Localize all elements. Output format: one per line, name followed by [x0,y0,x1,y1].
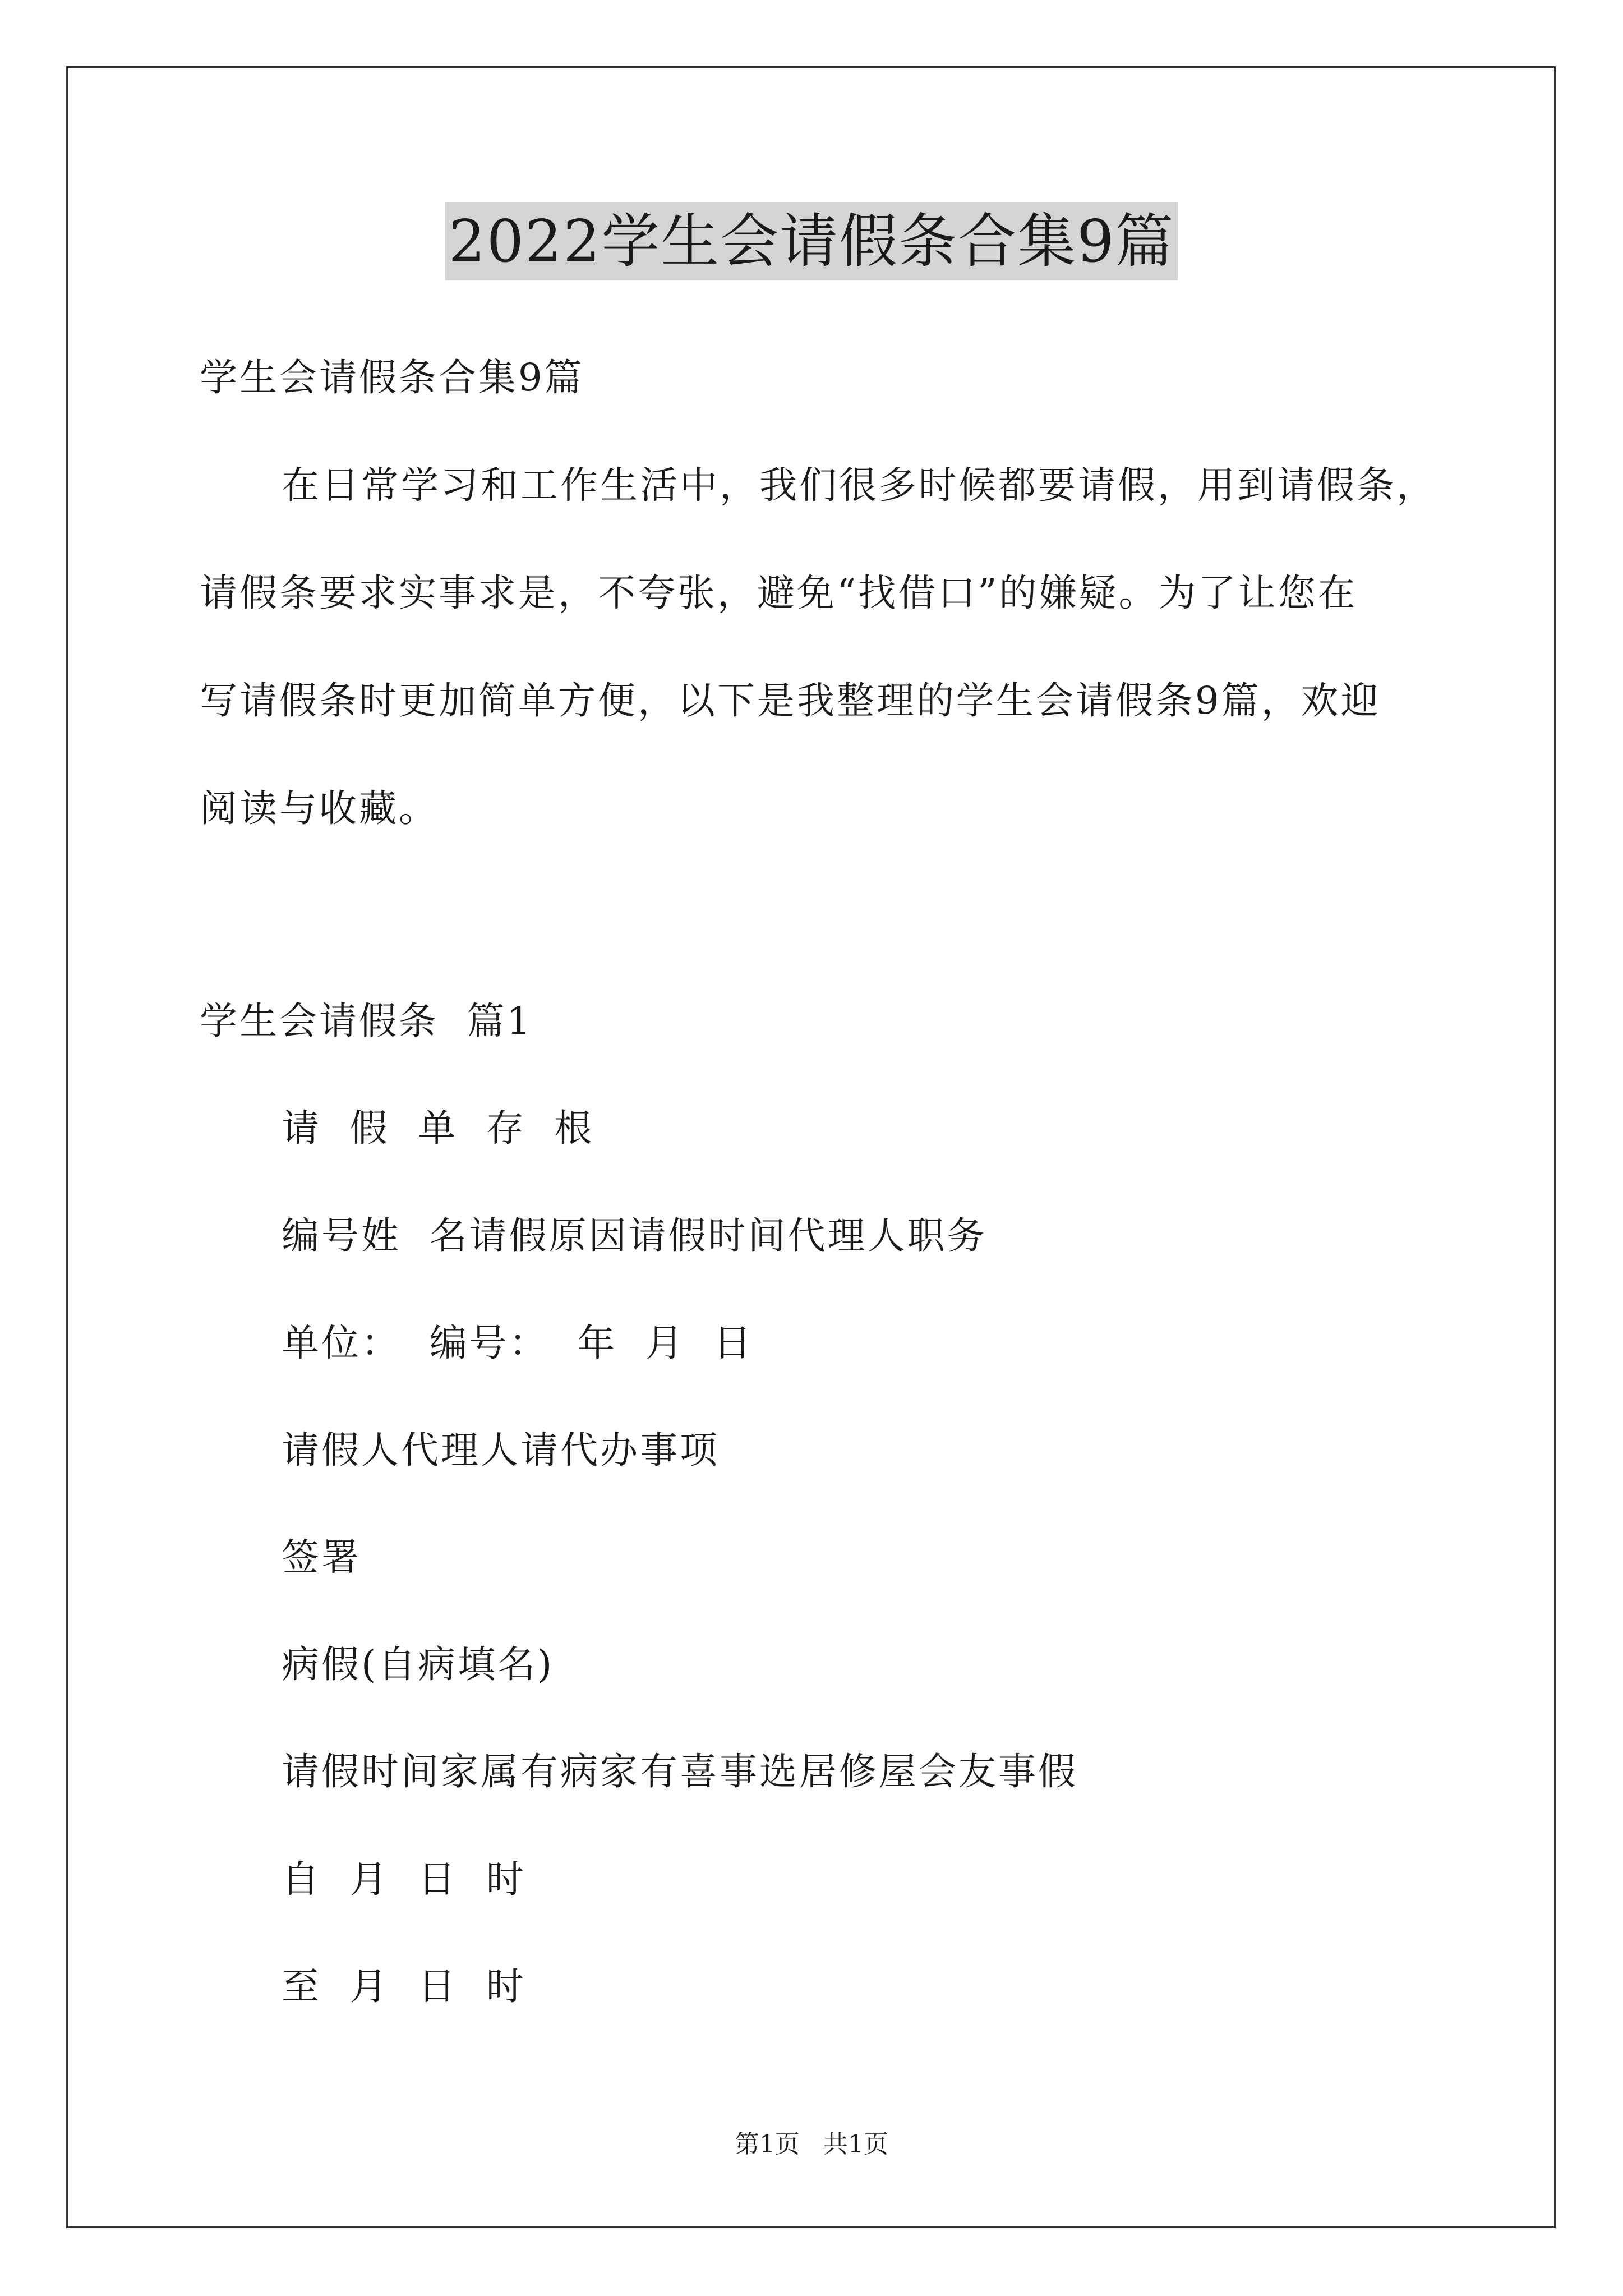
section-line: 请假人代理人请代办事项 [282,1428,720,1472]
section-line: 签署 [282,1535,361,1579]
section-line: 至 月 日 时 [282,1964,526,2008]
document-subtitle: 学生会请假条合集9篇 [200,356,584,399]
intro-line-4: 阅读与收藏。 [200,786,439,830]
intro-line-2: 请假条要求实事求是，不夸张，避免“找借口”的嫌疑。为了让您在 [200,571,1358,615]
title-container [0,202,1623,280]
section-line: 自 月 日 时 [282,1857,526,1901]
section-line: 请 假 单 存 根 [282,1106,594,1150]
page-footer: 第1页 共1页 [735,2130,888,2159]
section-heading: 学生会请假条 篇1 [200,999,533,1043]
section-line: 单位： 编号： 年 月 日 [282,1321,754,1365]
intro-line-3: 写请假条时更加简单方便，以下是我整理的学生会请假条9篇，欢迎 [200,679,1381,723]
document-title: 2022学生会请假条合集9篇 [445,202,1178,280]
section-line: 请假时间家属有病家有喜事选居修屋会友事假 [282,1750,1078,1793]
intro-line-1: 在日常学习和工作生活中，我们很多时候都要请假，用到请假条， [282,463,1436,507]
section-line: 编号姓 名请假原因请假时间代理人职务 [282,1214,987,1258]
section-line: 病假(自病填名) [282,1642,555,1686]
